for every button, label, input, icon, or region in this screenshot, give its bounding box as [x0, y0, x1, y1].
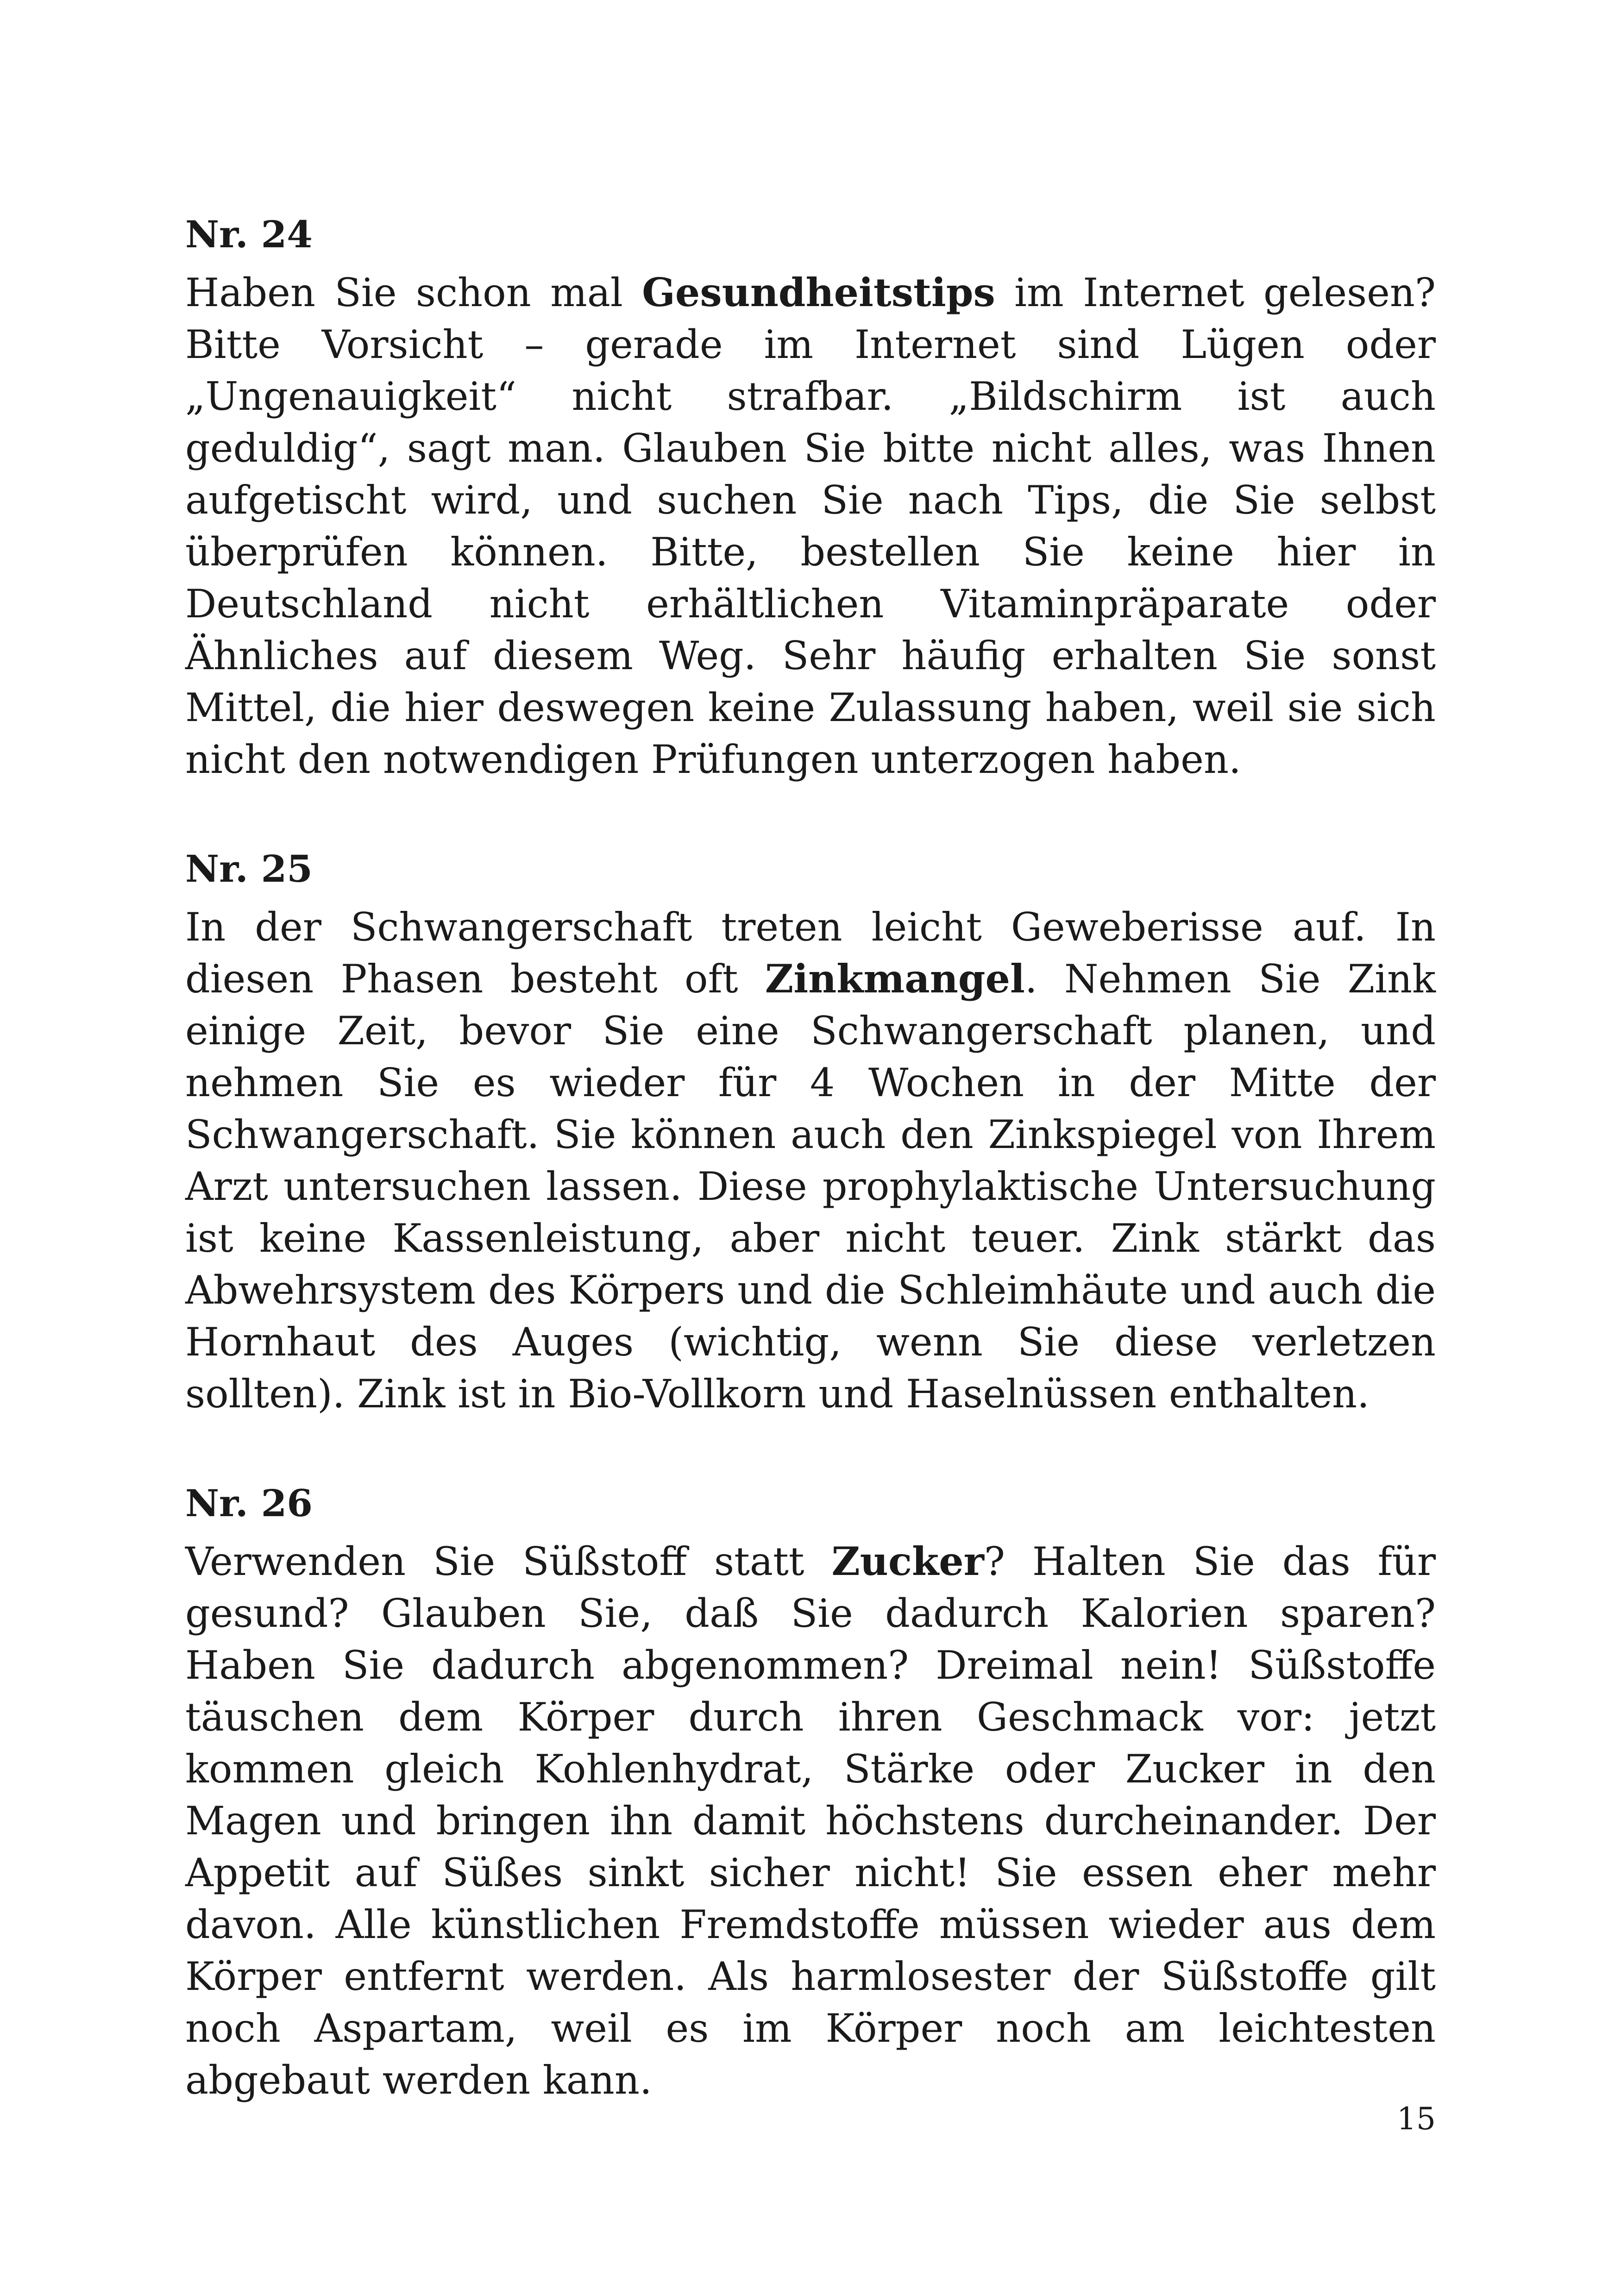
body-keyword: Zinkmangel [765, 956, 1025, 1002]
section-heading: Nr. 25 [185, 847, 313, 891]
body-text: Verwenden Sie Süßstoff statt [185, 1539, 832, 1584]
body-keyword: Gesundheitstips [642, 270, 995, 315]
section-body [185, 901, 1436, 1420]
section-nr-24 [185, 208, 1436, 785]
section-body [185, 1536, 1436, 2106]
body-text: im Internet gelesen? Bitte Vorsicht – gerade im Internet sind Lügen oder „Ungenauigkeit“ nicht strafbar. „Bildschirm ist auch geduldig“, sagt man. Glauben Sie bitte nicht alles, was Ihnen aufgetischt wird, und suchen Sie nach Tips, die Sie selbst überprüfen können. Bitte, bestellen Sie keine hier in Deutschland nicht erhältlichen Vitaminpräparate oder Ähnliches auf diesem Weg. Sehr häufig erhalten Sie sonst Mittel, die hier deswegen keine Zulassung haben, weil sie sich nicht den notwendigen Prüfungen unterzogen haben. [185, 270, 1436, 782]
body-text: ? Halten Sie das für gesund? Glauben Sie, daß Sie dadurch Kalorien sparen? Haben Sie dadurch abgenommen? Dreimal nein! Süßstoffe täuschen dem Körper durch ihren Geschmack vor: jetzt kommen gleich Kohlenhydrat, Stärke oder Zucker in den Magen und bringen ihn damit höchstens durcheinander. Der Appetit auf Süßes sinkt sicher nicht! Sie essen eher mehr davon. Alle künstlichen Fremdstoffe müssen wieder aus dem Körper entfernt werden. Als harmlosester der Süßstoffe gilt noch Aspartam, weil es im Körper noch am leichtesten abgebaut werden kann. [185, 1539, 1436, 2103]
body-text: . Nehmen Sie Zink einige Zeit, bevor Sie eine Schwangerschaft planen, und nehmen Sie es wieder für 4 Wochen in der Mitte der Schwangerschaft. Sie können auch den Zinkspiegel von Ihrem Arzt untersuchen lassen. Diese prophylaktische Untersuchung ist keine Kassenleistung, aber nicht teuer. Zink stärkt das Abwehrsystem des Körpers und die Schleimhäute und auch die Hornhaut des Auges (wichtig, wenn Sie diese verletzen sollten). Zink ist in Bio-Vollkorn und Haselnüssen enthalten. [185, 956, 1436, 1417]
body-text: In der Schwangerschaft treten leicht Geweberisse auf. In diesen Phasen besteht oft [185, 904, 1436, 1002]
body-keyword: Zucker [831, 1538, 984, 1584]
section-nr-26 [185, 1477, 1436, 2106]
section-nr-25 [185, 843, 1436, 1420]
section-heading: Nr. 24 [185, 213, 313, 256]
body-text: Haben Sie schon mal [185, 270, 642, 315]
page-number: 15 [1397, 2101, 1436, 2137]
section-body [185, 267, 1436, 785]
section-heading: Nr. 26 [185, 1481, 313, 1525]
page-content [185, 208, 1436, 2164]
